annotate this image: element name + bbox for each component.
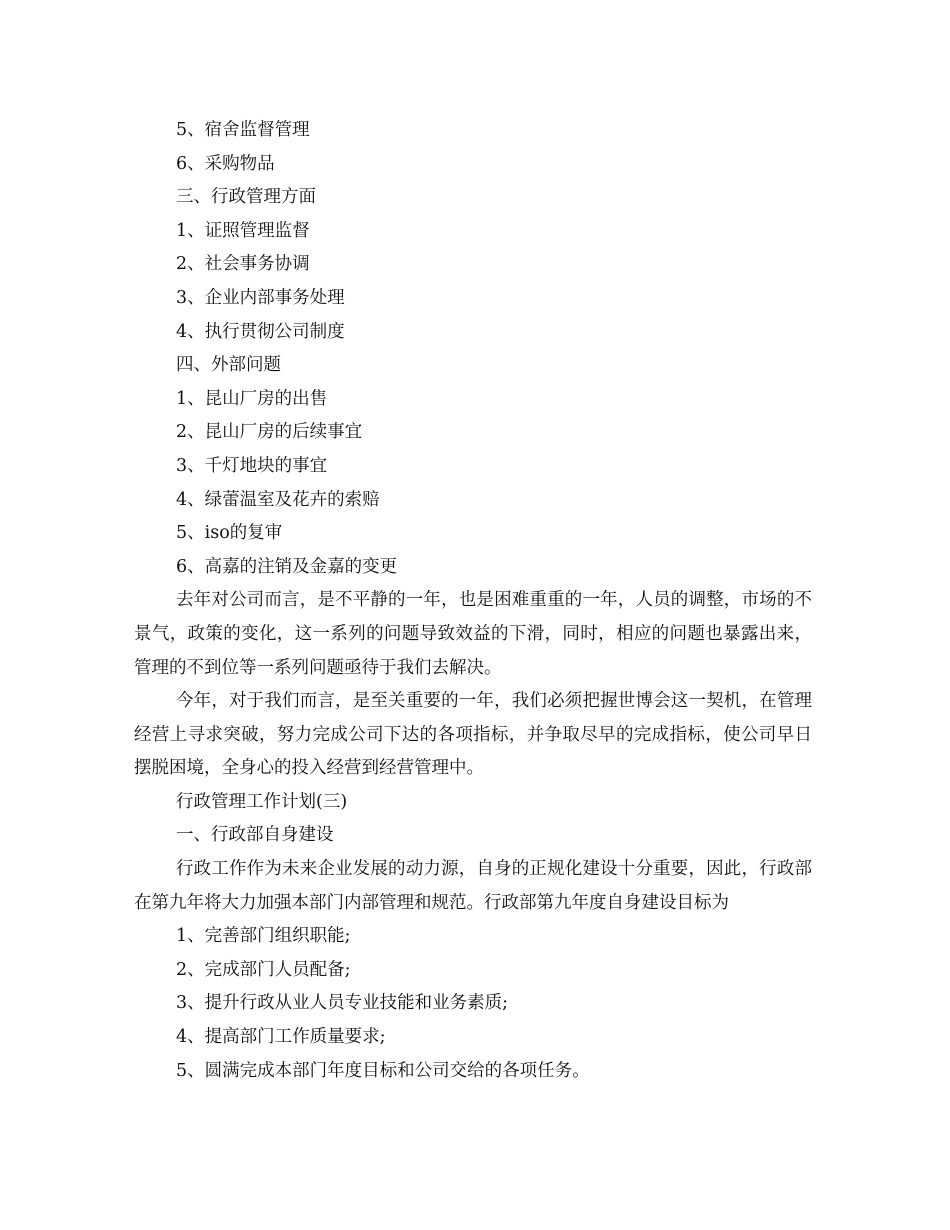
list-item: 1、证照管理监督 [176, 220, 310, 241]
list-item: 2、社会事务协调 [176, 254, 310, 275]
list-item: 3、提升行政从业人员专业技能和业务素质; [176, 993, 509, 1014]
list-item: 4、绿蕾温室及花卉的索赔 [176, 489, 380, 510]
document-title: 行政管理工作计划(三) [176, 791, 348, 812]
list-item: 5、iso的复审 [176, 523, 283, 544]
list-item: 5、圆满完成本部门年度目标和公司交给的各项任务。 [176, 1060, 590, 1081]
section-heading: 三、行政管理方面 [176, 187, 316, 208]
list-item: 6、采购物品 [176, 153, 275, 174]
list-item: 4、执行贯彻公司制度 [176, 321, 345, 342]
body-paragraph: 行政工作作为未来企业发展的动力源，自身的正规化建设十分重要，因此，行政部在第九年将大力加强本部门内部管理和规范。行政部第九年度自身建设目标为 [134, 859, 812, 913]
body-paragraph: 去年对公司而言，是不平静的一年，也是困难重重的一年，人员的调整，市场的不景气，政策的变化，这一系列的问题导致效益的下滑，同时，相应的问题也暴露出来，管理的不到位等一系列问题亟待于我们去解决。 [134, 590, 812, 678]
list-item: 1、完善部门组织职能; [176, 926, 351, 947]
list-item: 1、昆山厂房的出售 [176, 388, 328, 409]
section-heading: 一、行政部自身建设 [176, 825, 334, 846]
document-body [134, 114, 814, 1088]
list-item: 5、宿舍监督管理 [176, 120, 310, 140]
list-item: 3、千灯地块的事宜 [176, 455, 328, 476]
section-heading: 四、外部问题 [176, 355, 281, 376]
list-item: 2、昆山厂房的后续事宜 [176, 422, 363, 443]
list-item: 2、完成部门人员配备; [176, 959, 351, 980]
list-item: 3、企业内部事务处理 [176, 287, 345, 308]
list-item: 4、提高部门工作质量要求; [176, 1027, 386, 1048]
body-paragraph: 今年，对于我们而言，是至关重要的一年，我们必须把握世博会这一契机，在管理经营上寻求突破，努力完成公司下达的各项指标，并争取尽早的完成指标，使公司早日摆脱困境，全身心的投入经营到经营管理中。 [134, 691, 812, 779]
list-item: 6、高嘉的注销及金嘉的变更 [176, 556, 398, 577]
